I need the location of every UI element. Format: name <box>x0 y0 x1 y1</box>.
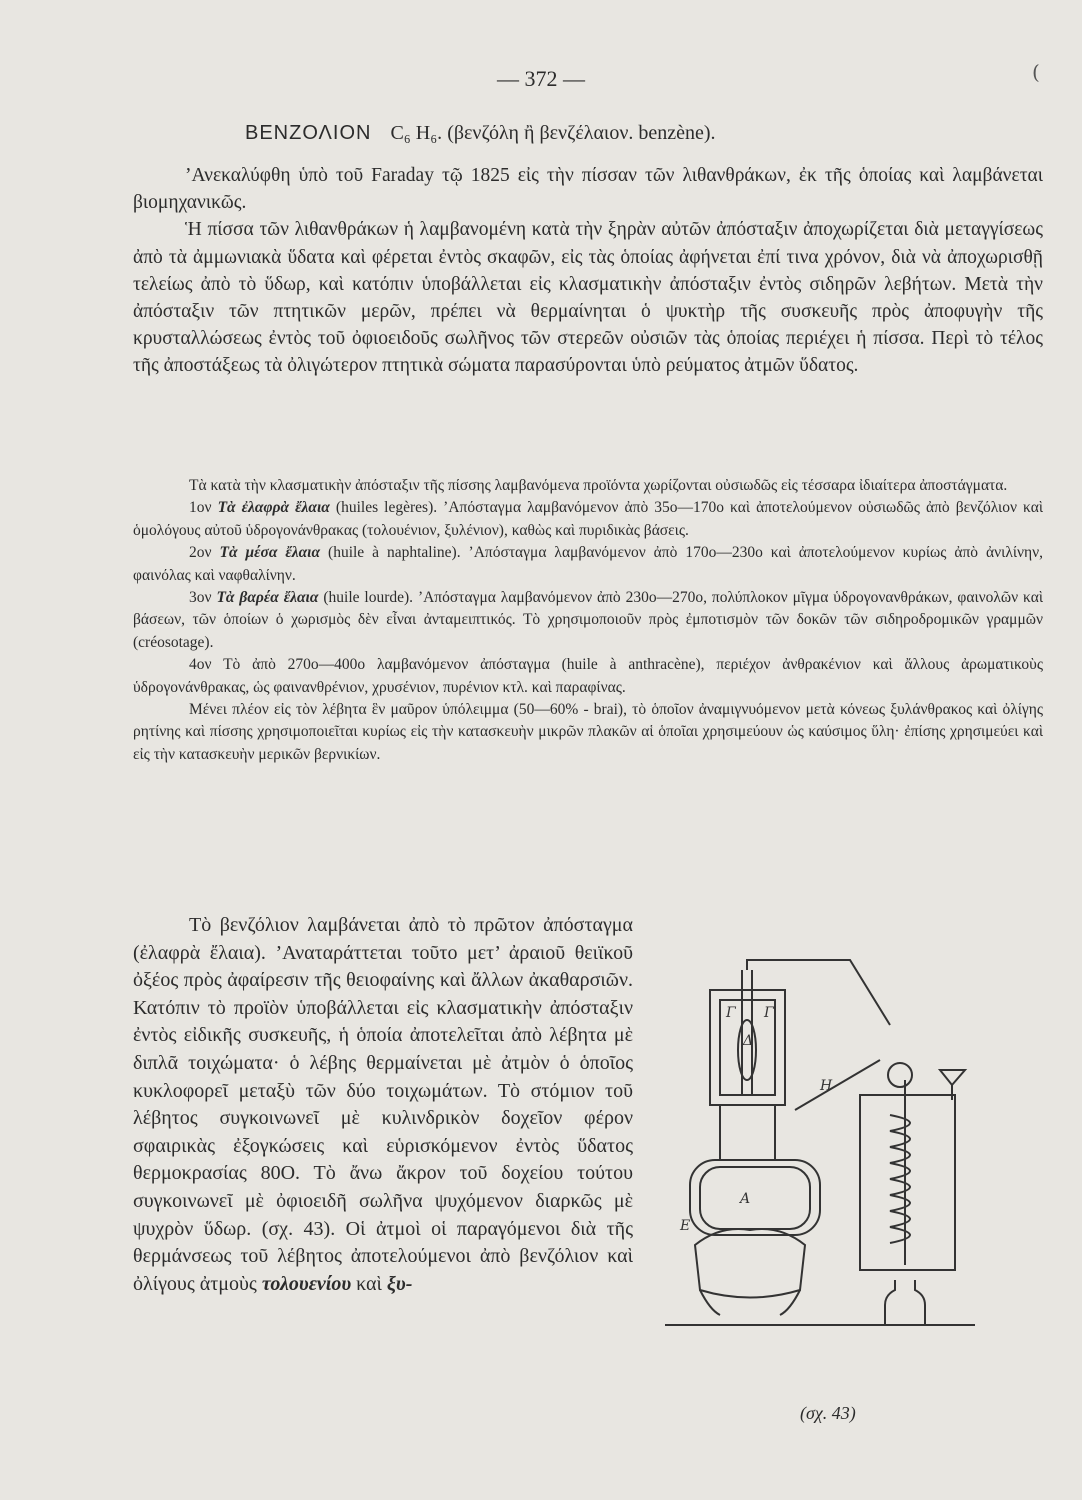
label-alpha: Α <box>740 1191 751 1207</box>
column-bulb <box>738 1020 756 1080</box>
intro-section <box>133 162 1043 380</box>
item-number: 2ον <box>189 544 212 562</box>
item-name: Τὰ ἐλαφρὰ ἔλαια <box>217 499 330 517</box>
connector-pipe <box>795 1060 880 1110</box>
fraction-item-4 <box>133 654 1043 699</box>
fractions-intro: Τὰ κατὰ τὴν κλασματικὴν ἀπόσταξιν τῆς πίσσης λαμβανόμενα προϊόντα χωρίζονται οὐσιωδῶς εἰς τέσσαρα ἰδιαίτερα ἀποστάγματα. <box>189 477 1008 494</box>
serpentine-coil <box>890 1115 910 1243</box>
process-paragraph <box>133 912 633 1298</box>
heading-formula: C₆ H₆. <box>390 122 443 144</box>
process-mid: καὶ <box>351 1272 387 1295</box>
item-text: (huile à naphtaline). ’Απόσταγμα λαμβανόμενον ἀπὸ 170ο—230ο καὶ ἀποτελούμενον κυρίως ἀπὸ ἀνιλίνην, φαινόλας καὶ ναφθαλίνην. <box>133 544 1043 584</box>
condenser-tank <box>860 1095 955 1270</box>
heading-title: ΒΕΝΖΟΛΙΟΝ <box>245 122 372 144</box>
benzene-process-section <box>133 912 633 1298</box>
page-number: — 372 — <box>497 66 585 91</box>
item-name: Τὰ μέσα ἔλαια <box>219 544 321 562</box>
distillation-apparatus-figure <box>660 945 980 1330</box>
intro-paragraph-2: Ἡ πίσσα τῶν λιθανθράκων ἡ λαμβανομένη κατὰ τὴν ξηρὰν αὐτῶν ἀπόσταξιν ἀποχωρίζεται διὰ μεταγγίσεως ἀπὸ τὰ ἀμμωνιακὰ ὕδατα καὶ φέρεται ἐντὸς σκαφῶν, εἰς τὰς ὁποίας ἀφήνεται ἐπί τινα χρόνον, διὰ νὰ ἀποχωρισθῇ τελείως ἀπὸ τὸ ὕδωρ, καὶ κατόπιν ὑποβάλλεται εἰς κλασματικὴν ἀπόσταξιν ἐντὸς σιδηρῶν λεβήτων. Μετὰ τὴν ἀπόσταξιν τῶν πτητικῶν μερῶν, πρέπει νὰ θερμαίνηται ὁ ψυκτὴρ τῆς συσκευῆς πρὸς ἀποφυγὴν τῆς κρυσταλλώσεως ἐντὸς τοῦ ὀφιοειδοῦς σωλῆνος τῶν στερεῶν οὐσιῶν τὰς ὁποίας περιέχει ἡ πίσσα. Περὶ τὸ τέλος τῆς ἀποστάξεως τὰ ὀλιγώτερον πτητικὰ σώματα παρασύρονται ὑπὸ ρεύματος ἀτμῶν ὕδατος. <box>133 219 1043 377</box>
fractions-section <box>133 475 1043 766</box>
margin-mark: ( <box>1032 60 1040 84</box>
item-text: (huile lourde). ’Απόσταγμα λαμβανόμενον ἀπὸ 230ο—270ο, πολύπλοκον μῖγμα ὑδρογονανθράκων, φαινολῶν καὶ βάσεων, τῶν ὁποίων ὁ χωρισμὸς δὲν εἶναι ἀνταμειπτικός. Τὸ χρησιμοποιοῦν πρὸς ἐμποτισμὸν τῶν δοκῶν τῶν σιδηροδρομικῶν γραμμῶν (créosotage). <box>133 589 1044 651</box>
label-delta: Δ <box>743 1033 754 1049</box>
item-number: 1ον <box>189 499 212 517</box>
boiler-inner <box>700 1167 810 1229</box>
column-base <box>720 1105 775 1160</box>
furnace-shape <box>695 1229 805 1298</box>
figure-caption: (σχ. 43) <box>800 1403 856 1423</box>
process-text: Τὸ βενζόλιον λαμβάνεται ἀπὸ τὸ πρῶτον ἀπόσταγμα (ἐλαφρὰ ἔλαια). ’Αναταράττεται τοῦτο μετ’ ἀραιοῦ θειϊκοῦ ὀξέος πρὸς ἀφαίρεσιν τῆς θειοφαίνης καὶ ἄλλων ἀκαθαρσιῶν. Κατόπιν τὸ προϊὸν ὑποβάλλεται εἰς κλασματικὴν ἀπόσταξιν ἐντὸς εἰδικῆς συσκευῆς, ἡ ὁποία ἀποτελεῖται ἀπὸ λέβητα μὲ διπλᾶ τοιχώματα· ὁ λέβης θερμαίνεται μὲ ἀτμὸν ὁ ὁποῖος κυκλοφορεῖ μεταξὺ τῶν δύο τοιχωμάτων. Τὸ στόμιον τοῦ λέβητος συγκοινωνεῖ μὲ κυλινδρικὸν δοχεῖον φέρον σφαιρικὰς ἐξογκώσεις καὶ εὑρισκόμενον ἐντὸς ὕδατος θερμοκρασίας 80Ο. Τὸ ἄνω ἄκρον τοῦ δοχείου τούτου συγκοινωνεῖ μὲ ὀφιοειδῆ σωλῆνα ψυχόμενον διαρκῶς μὲ ψυχρὸν ὕδωρ. (σχ. 43). Οἱ ἀτμοὶ οἱ παραγόμενοι διὰ τῆς θερμάνσεως τοῦ λέβητος ἀποτελούμενοι ἀπὸ βενζόλιον καὶ ὀλίγους ἀτμοὺς <box>133 914 633 1295</box>
item-name: Τὰ βαρέα ἔλαια <box>216 589 319 607</box>
boiler-shape <box>690 1160 820 1235</box>
label-gamma-2: Γ <box>764 1005 774 1021</box>
item-number: 4ον <box>189 656 212 674</box>
fraction-item-3 <box>133 587 1043 654</box>
heading-names: (βενζόλη ἢ βενζέλαιον. benzène). <box>447 122 716 144</box>
fraction-item-1 <box>133 497 1043 542</box>
item-text: (huiles legères). ’Απόσταγμα λαμβανόμενον ἀπὸ 35ο—170ο καὶ ἀποτελούμενον οὐσιωδῶς ἀπὸ βενζόλιον καὶ ὁμολόγους αὐτοῦ ὑδρογονάνθρακας (τολουένιον, ξυλένιον), καθὼς καὶ πυριδικὰς βάσεις. <box>133 499 1043 539</box>
residue-paragraph: Μένει πλέον εἰς τὸν λέβητα ἓν μαῦρον ὑπόλειμμα (50—60% - brai), τὸ ὁποῖον ἀναμιγνυόμενον μετὰ κόνεως ξυλάνθρακος καὶ ὀλίγης ρητίνης καὶ πίσσης χρησιμοποιεῖται κυρίως εἰς τὴν κατασκευὴν μικρῶν πλακῶν αἱ ὁποῖαι χρησιμεύουν ὡς καύσιμος ὕλη· ἐπίσης χρησιμεύει καὶ εἰς τὴν κατασκευὴν μερικῶν βερνικίων. <box>133 701 1043 763</box>
item-text: Τὸ ἀπὸ 270ο—400ο λαμβανόμενον ἀπόσταγμα (huile à anthracène), περιέχον ἀνθρακένιον καὶ ἄλλους ἀρωματικοὺς ὑδρογονάνθρακας, ὡς φαινανθρένιον, χρυσένιον, πυρένιον κτλ. καὶ παραφίνας. <box>133 656 1043 696</box>
section-heading <box>245 122 1045 145</box>
process-bold-xylene: ξυ- <box>386 1272 413 1295</box>
item-number: 3ον <box>189 589 212 607</box>
label-gamma-1: Γ <box>726 1005 736 1021</box>
process-bold-toluene: τολουενίου <box>261 1272 352 1295</box>
label-epsilon: Ε <box>680 1218 691 1234</box>
label-eta: Η <box>820 1078 833 1094</box>
receiving-bottle <box>885 1280 925 1325</box>
intro-paragraph-1: ’Ανεκαλύφθη ὑπὸ τοῦ Faraday τῷ 1825 εἰς τὴν πίσσαν τῶν λιθανθράκων, ἐκ τῆς ὁποίας καὶ λαμβάνεται βιομηχανικῶς. <box>133 165 1043 214</box>
flask-bulb <box>888 1063 912 1087</box>
fraction-item-2 <box>133 542 1043 587</box>
